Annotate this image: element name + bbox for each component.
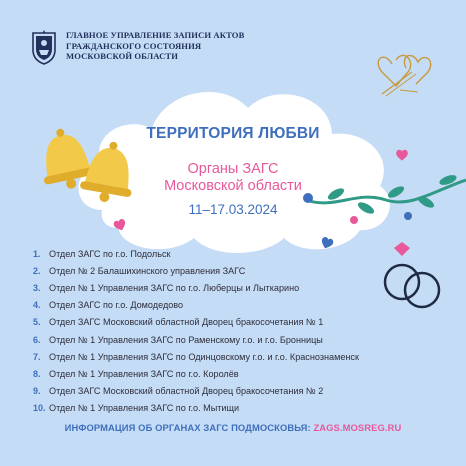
list-item — [33, 400, 453, 417]
list-item — [33, 383, 453, 400]
org-name — [66, 30, 244, 62]
list-item — [33, 279, 453, 296]
event-subtitle-line-2: Московской области — [164, 178, 302, 194]
list-number: 2. — [33, 265, 41, 276]
org-name-line-1: ГЛАВНОЕ УПРАВЛЕНИЕ ЗАПИСИ АКТОВ — [66, 30, 245, 40]
event-date: 11–17.03.2024 — [188, 202, 278, 217]
coat-of-arms-icon — [30, 30, 58, 66]
heart-icon — [113, 218, 127, 232]
org-name-line-3: МОСКОВСКОЙ ОБЛАСТИ — [66, 51, 179, 62]
footer-info — [0, 422, 466, 433]
footer-label: ИНФОРМАЦИЯ ОБ ОРГАНАХ ЗАГС ПОДМОСКОВЬЯ: — [64, 422, 311, 433]
list-number: 9. — [33, 386, 41, 397]
list-number: 4. — [33, 300, 41, 311]
office-list — [33, 245, 453, 417]
event-title: ТЕРРИТОРИЯ ЛЮБВИ — [146, 125, 320, 142]
list-number: 3. — [33, 282, 41, 293]
list-number: 10. — [33, 403, 46, 414]
list-item — [33, 314, 453, 331]
list-item — [33, 297, 453, 314]
list-text: Отдел ЗАГС Московский областной Дворец бракосочетания № 1 — [49, 317, 324, 328]
list-item — [33, 331, 453, 348]
list-text: Отдел ЗАГС по г.о. Домодедово — [49, 300, 184, 311]
heart-icon — [395, 148, 409, 162]
list-number: 6. — [33, 334, 41, 345]
list-text: Отдел № 1 Управления ЗАГС по Раменскому г.о. и г.о. Бронницы — [49, 334, 323, 345]
list-text: Отдел № 1 Управления ЗАГС по г.о. Мытищи — [49, 403, 240, 414]
list-text: Отдел № 1 Управления ЗАГС по Одинцовскому г.о. и г.о. Краснознаменск — [49, 351, 359, 362]
list-number: 5. — [33, 317, 41, 328]
list-text: Отдел № 1 Управления ЗАГС по г.о. Королёв — [49, 368, 239, 379]
list-number: 1. — [33, 248, 41, 259]
list-text: Отдел № 2 Балашихинского управления ЗАГС — [49, 265, 246, 276]
list-item — [33, 262, 453, 279]
org-name-line-2: ГРАЖДАНСКОГО СОСТОЯНИЯ — [66, 40, 202, 51]
list-item — [33, 245, 453, 262]
website-link[interactable]: ZAGS.MOSREG.RU — [313, 422, 402, 433]
event-subtitle-line-1: Органы ЗАГС — [187, 161, 279, 177]
list-text: Отдел ЗАГС Московский областной Дворец бракосочетания № 2 — [49, 386, 324, 397]
list-item — [33, 365, 453, 382]
list-item — [33, 348, 453, 365]
list-text: Отдел ЗАГС по г.о. Подольск — [49, 248, 171, 259]
list-number: 8. — [33, 368, 41, 379]
list-text: Отдел № 1 Управления ЗАГС по г.о. Люберцы и Лыткарино — [49, 282, 300, 293]
list-number: 7. — [33, 351, 41, 362]
